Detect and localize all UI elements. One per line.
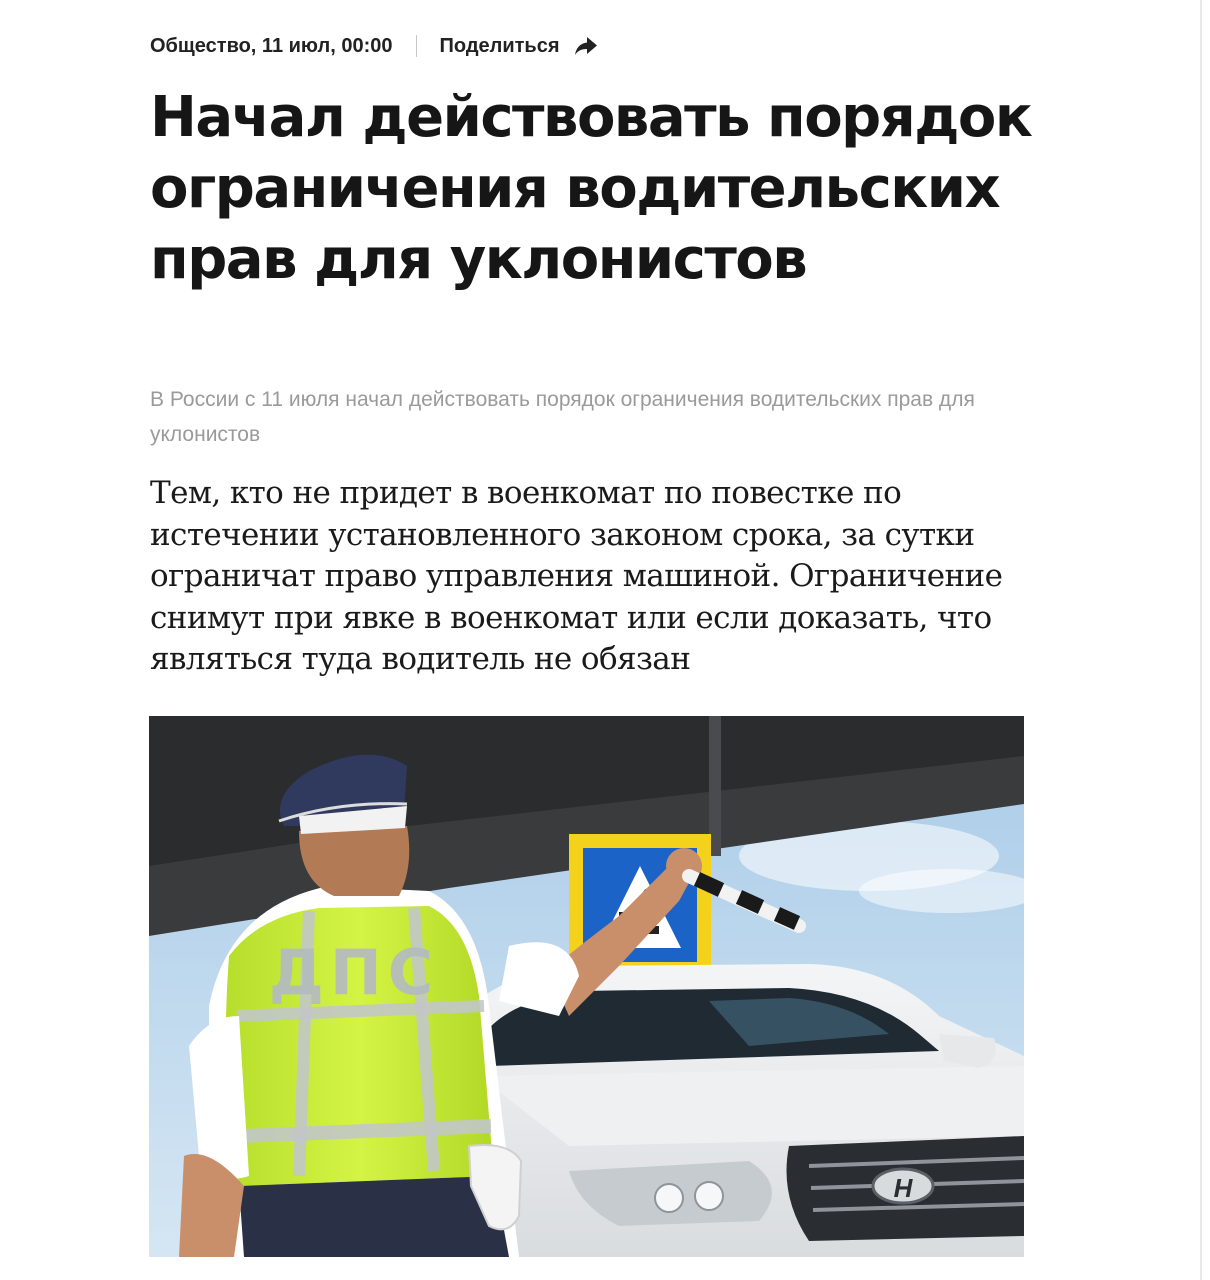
share-arrow-icon [574, 36, 598, 56]
share-button[interactable] [439, 35, 597, 58]
category-date[interactable]: Общество, 11 июл, 00:00 [150, 34, 393, 57]
article-headline: Начал действовать порядок ограничения водительских прав для уклонистов [150, 85, 1032, 292]
meta-divider [416, 35, 417, 57]
share-label: Поделиться [439, 34, 560, 57]
car-badge: H [893, 1173, 913, 1203]
right-border [1200, 0, 1202, 1280]
article-lede: В России с 11 июля начал действовать порядок ограничения водительских прав для уклонистов [150, 388, 975, 446]
article-body: Тем, кто не придет в военкомат по повестке по истечении установленного законом срока, за сутки ограничат право управления машиной. Ограничение снимут при явке в военкомат или если доказать, что являться туда водитель не обязан [150, 475, 1003, 677]
article-meta [150, 30, 598, 62]
vest-label: ДПС [268, 936, 440, 1009]
article-photo[interactable] [149, 716, 1024, 1257]
